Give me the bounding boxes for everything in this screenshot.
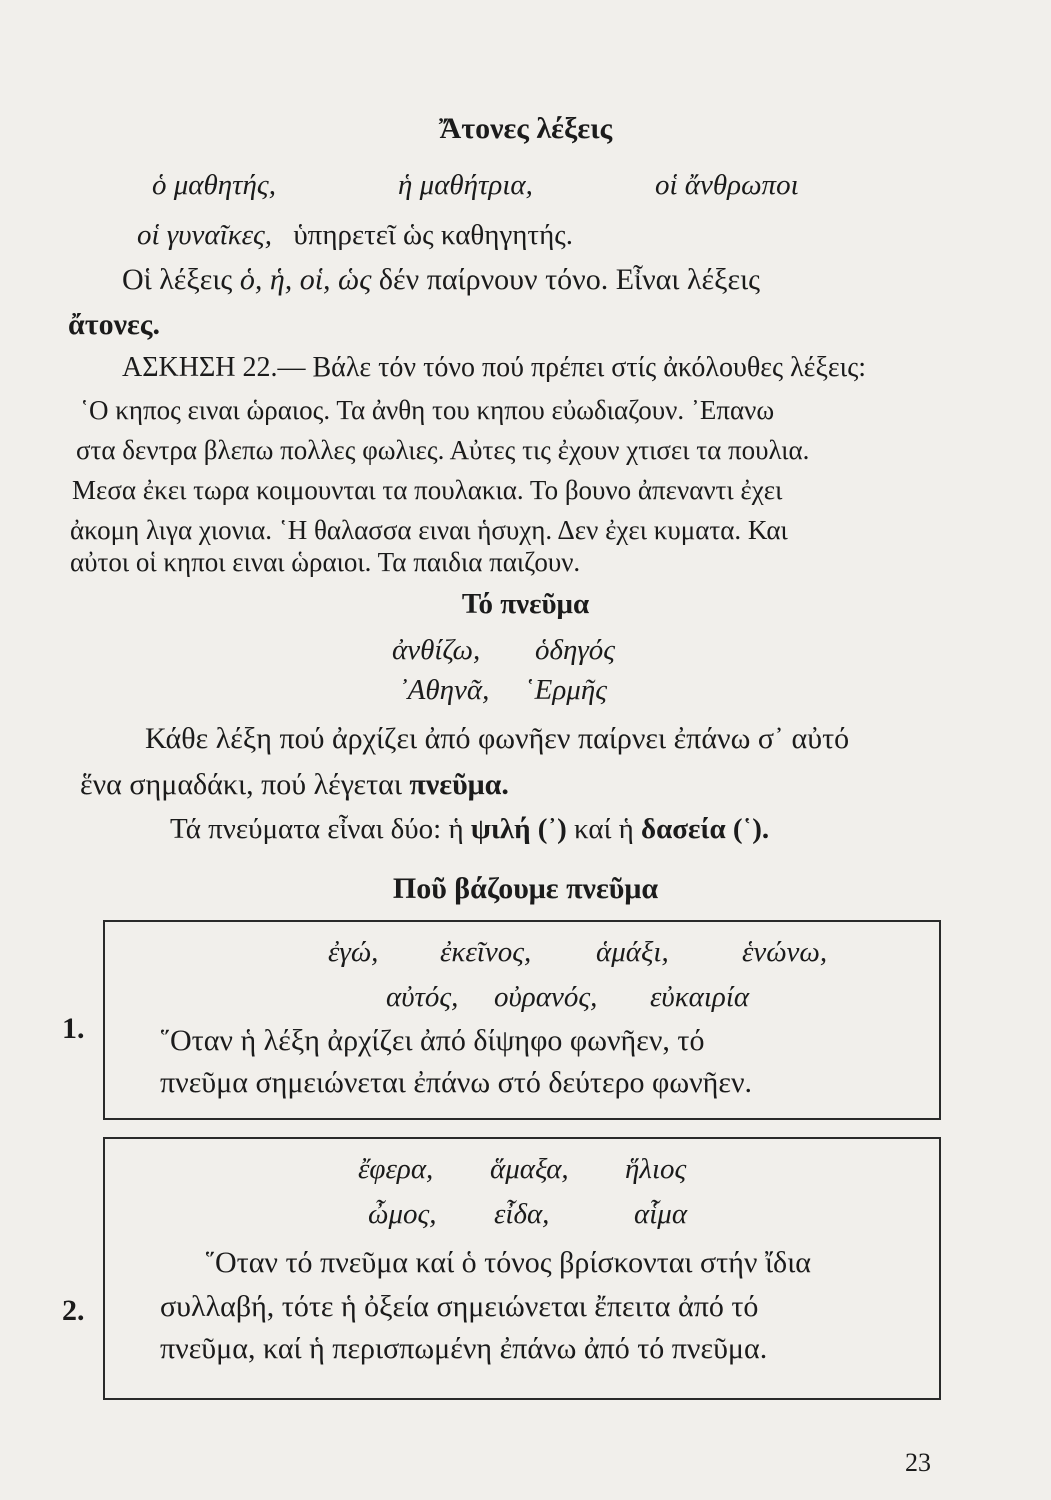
- rule-2-text: ῞Οταν τό πνεῦμα καί ὁ τόνος βρίσκονται στήν ἴδια: [205, 1246, 811, 1279]
- example-word: ᾽Αθηνᾶ,: [398, 674, 490, 706]
- example-word: αἷμα: [634, 1198, 688, 1230]
- example-word: οἱ γυναῖκες,: [137, 219, 273, 251]
- exercise-heading: ΑΣΚΗΣΗ 22.— Βάλε τόν τόνο πού πρέπει στίς ἀκόλουθες λέξεις:: [122, 352, 867, 383]
- page-number: 23: [905, 1448, 931, 1477]
- exercise-line: στα δεντρα βλεπω πολλες φωλιες. Αὐτες τις ἐχουν χτισει τα πουλια.: [76, 435, 810, 465]
- section-title-pneuma: Τό πνεῦμα: [461, 588, 590, 620]
- rule-1-text: πνεῦμα σημειώνεται ἐπάνω στό δεύτερο φωνῆεν.: [160, 1066, 753, 1099]
- example-word: αὐτός,: [386, 981, 459, 1013]
- pneuma-types-line: Τά πνεύματα εἶναι δύο: ἡ ψιλή (᾽) καί ἡ δασεία (῾).: [170, 813, 770, 845]
- rule-1-text: ῞Οταν ἡ λέξη ἀρχίζει ἀπό δίψηφο φωνῆεν, τό: [160, 1024, 705, 1057]
- exercise-line: ἀκομη λιγα χιονια. ῾Η θαλασσα ειναι ἡσυχη. Δεν ἐχει κυματα. Και: [70, 515, 788, 545]
- example-word: ἅμαξα,: [490, 1153, 569, 1185]
- exercise-line: ῾Ο κηπος ειναι ὡραιος. Τα ἀνθη του κηπου εὐωδιαζουν. ᾽Επανω: [80, 395, 775, 425]
- example-word: ἡ μαθήτρια,: [398, 169, 533, 201]
- exercise-line: Μεσα ἐκει τωρα κοιμουνται τα πουλακια. Το βουνο ἀπεναντι ἐχει: [72, 475, 783, 505]
- example-word: εὐκαιρία: [650, 981, 750, 1013]
- example-word: ὁδηγός: [535, 634, 616, 666]
- rule-2-text: πνεῦμα, καί ἡ περισπωμένη ἐπάνω ἀπό τό πνεῦμα.: [160, 1332, 768, 1365]
- example-word: ἔφερα,: [358, 1153, 434, 1185]
- exercise-line: αὐτοι οἱ κηποι ειναι ὡραιοι. Τα παιδια παιζουν.: [70, 547, 581, 577]
- rule-2-number: 2.: [62, 1294, 85, 1327]
- example-sentence: ὑπηρετεῖ ὡς καθηγητής.: [293, 219, 573, 251]
- example-word: ὦμος,: [368, 1198, 437, 1230]
- example-word: ἐγώ,: [328, 936, 379, 968]
- atones-rule-line: Οἱ λέξεις ὁ, ἡ, οἱ, ὡς δέν παίρνουν τόνο. Εἶναι λέξεις: [122, 263, 761, 296]
- where-title: Ποῦ βάζουμε πνεῦμα: [392, 872, 659, 905]
- example-word: ἀνθίζω,: [392, 634, 481, 666]
- daseia-term: δασεία (῾).: [641, 813, 770, 845]
- example-word: οἱ ἄνθρωποι: [655, 169, 799, 201]
- rule-2-text: συλλαβή, τότε ἡ ὀξεία σημειώνεται ἔπειτα ἀπό τό: [160, 1290, 759, 1323]
- example-word: οὐρανός,: [494, 981, 598, 1013]
- example-word: ὁ μαθητής,: [152, 169, 276, 201]
- atones-rule-line: ἄτονες.: [68, 308, 160, 341]
- example-word: ῾Ερμῆς: [525, 674, 608, 706]
- example-word: ἑνώνω,: [742, 936, 828, 968]
- example-word: ἥλιος: [625, 1153, 687, 1185]
- pneuma-rule-line: ἕνα σημαδάκι, πού λέγεται πνεῦμα.: [80, 768, 509, 801]
- pneuma-rule-line: Κάθε λέξη πού ἀρχίζει ἀπό φωνῆεν παίρνει ἐπάνω σ᾽ αὐτό: [145, 722, 850, 755]
- rule-1-number: 1.: [62, 1012, 85, 1045]
- psili-term: ψιλή (᾽): [470, 813, 567, 845]
- example-word: εἶδα,: [494, 1198, 550, 1230]
- pneuma-term: πνεῦμα.: [409, 768, 509, 801]
- example-word: ἁμάξι,: [596, 936, 669, 968]
- section-title-atones: Ἄτονες λέξεις: [438, 112, 613, 145]
- example-word: ἐκεῖνος,: [440, 936, 532, 968]
